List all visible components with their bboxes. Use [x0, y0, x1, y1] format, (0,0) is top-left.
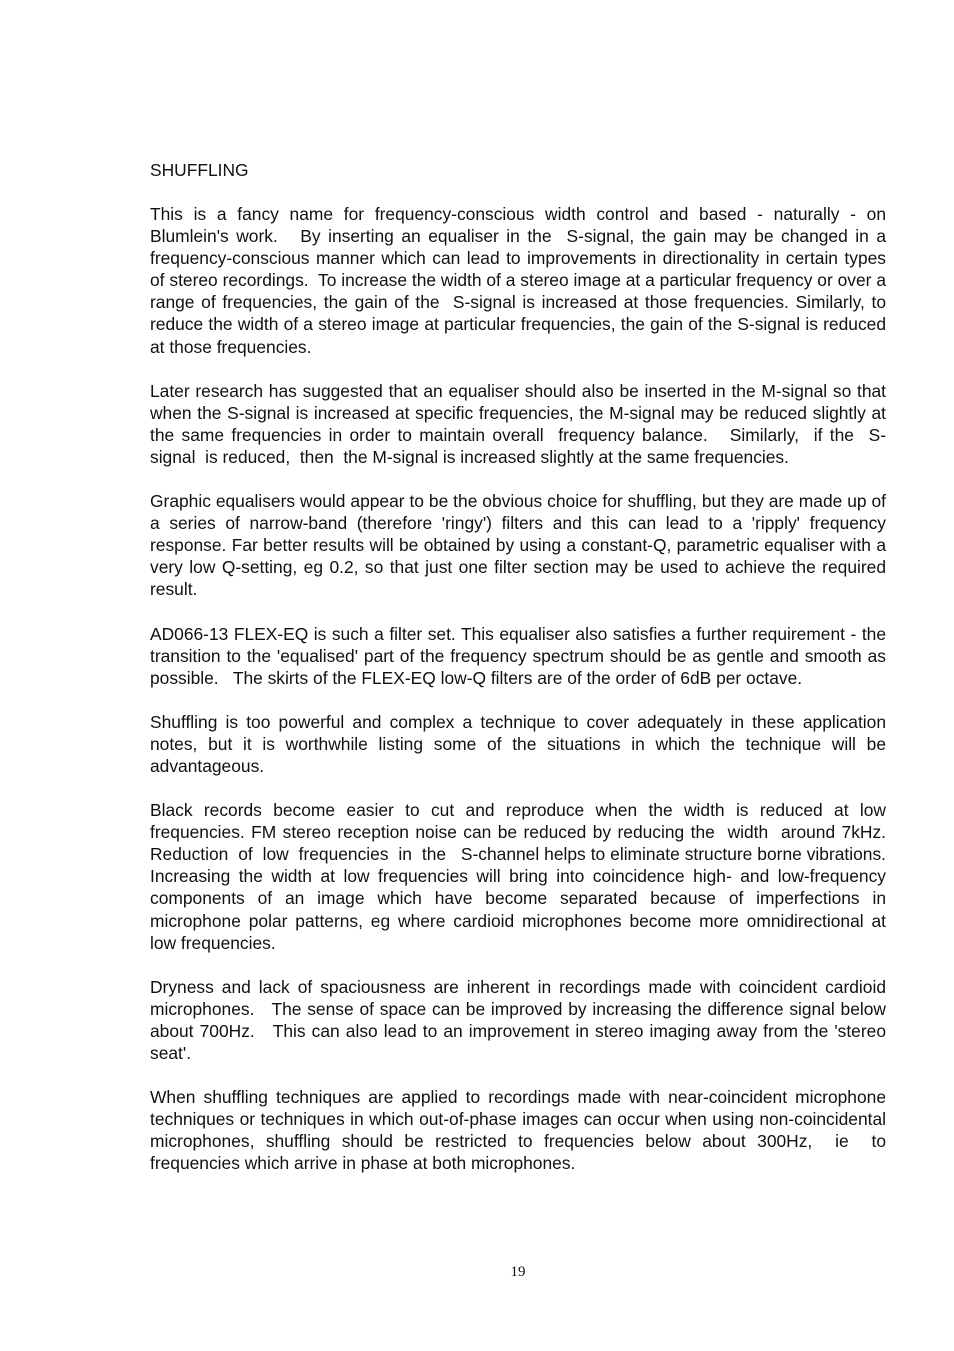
- paragraph-situations: Shuffling is too powerful and complex a technique to cover adequately in these application notes, but it is worthwhile listing some of the situations in which the technique will be advantageous.: [150, 711, 891, 776]
- section-heading: SHUFFLING: [150, 160, 249, 180]
- paragraph-black-records: Black records become easier to cut and reproduce when the width is reduced at low frequencies. FM stereo reception noise can be reduced by reducing the width around 7kHz. Reduction of low frequencies in the S-channel helps to eliminate structure borne vibrations. Increasing the width at low frequencies will bring into coincidence high- and low-frequency components of an image which have become separated because of imperfections in microphone polar patterns, eg where cardioid microphones become more omnidirectional at low frequencies.: [150, 800, 896, 953]
- paragraph-m-signal: Later research has suggested that an equaliser should also be inserted in the M-signal so that when the S-signal is increased at specific frequencies, the M-signal may be reduced slightly at the same frequencies in order to maintain overall frequency balance. Similarly, if the S-signal is reduced, then the M-signal is increased slightly at the same frequencies.: [150, 380, 891, 467]
- paragraph-dryness: Dryness and lack of spaciousness are inherent in recordings made with coincident cardioid microphones. The sense of space can be improved by increasing the difference signal below about 700Hz. This can also lead to an improvement in stereo imaging away from the 'stereo seat'.: [150, 976, 891, 1063]
- paragraph-graphic-equalisers: Graphic equalisers would appear to be the obvious choice for shuffling, but they are made up of a series of narrow-band (therefore 'ringy') filters and this can lead to a 'ripply' frequency response. Far better results will be obtained by using a constant-Q, parametric equaliser with a very low Q-setting, eg 0.2, so that just one filter section may be used to achieve the required result.: [150, 491, 891, 600]
- document-body: [150, 159, 896, 1196]
- paragraph-intro: This is a fancy name for frequency-conscious width control and based - naturally - on Blumlein's work. By inserting an equaliser in the S-signal, the gain may be changed in a frequency-conscious manner which can lead to improvements in directionality in certain types of stereo recordings. To increase the width of a stereo image at a particular frequency or over a range of frequencies, the gain of the S-signal is increased at those frequencies. Similarly, to reduce the width of a stereo image at particular frequencies, the gain of the S-signal is reduced at those frequencies.: [150, 204, 891, 357]
- paragraph-near-coincident: When shuffling techniques are applied to recordings made with near-coincident microphone techniques or techniques in which out-of-phase images can occur when using non-coincidental microphones, shuffling should be restricted to frequencies below about 300Hz, ie to frequencies which arrive in phase at both microphones.: [150, 1087, 891, 1174]
- paragraph-flex-eq: AD066-13 FLEX-EQ is such a filter set. This equaliser also satisfies a further requirement - the transition to the 'equalised' part of the frequency spectrum should be as gentle and smooth as possible. The skirts of the FLEX-EQ low-Q filters are of the order of 6dB per octave.: [150, 623, 891, 688]
- page-number: 19: [510, 1264, 526, 1280]
